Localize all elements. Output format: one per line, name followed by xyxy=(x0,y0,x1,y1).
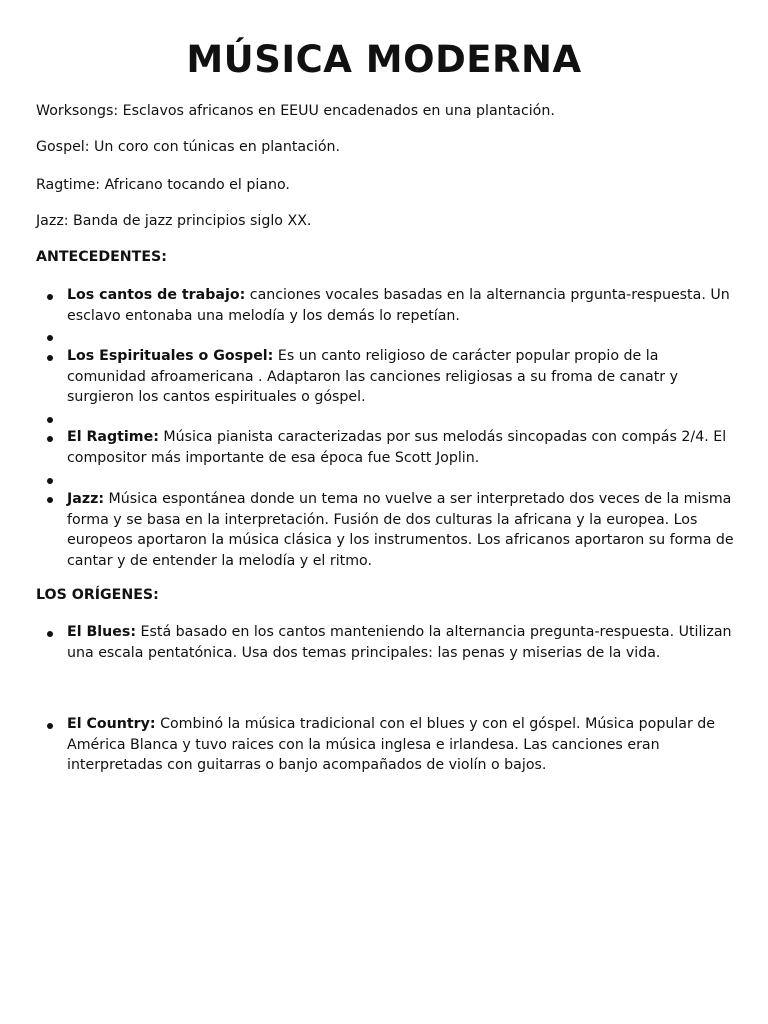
intro-line-gospel: Gospel: Un coro con túnicas en plantación. xyxy=(36,139,341,155)
list-item-term: Los cantos de trabajo: xyxy=(67,287,246,303)
bullet-icon xyxy=(47,294,53,300)
list-item-text: canciones vocales basadas en la alternancia prgunta-respuesta. Un esclavo entonaba una melodía y los demás lo repetían. xyxy=(67,287,730,324)
list-item-blues xyxy=(67,622,735,663)
list-item-jazz xyxy=(67,489,735,571)
list-item-text: Es un canto religioso de carácter popular propio de la comunidad afroamericana . Adaptaron las canciones religiosas a su froma de canatr y surgieron los cantos espirituales o góspel. xyxy=(67,348,679,406)
intro-line-jazz: Jazz: Banda de jazz principios siglo XX. xyxy=(36,213,312,229)
list-item-espirituales xyxy=(67,346,735,408)
page-title: MÚSICA MODERNA xyxy=(186,38,582,81)
intro-line-ragtime: Ragtime: Africano tocando el piano. xyxy=(36,177,290,193)
bullet-icon xyxy=(47,478,53,484)
bullet-icon xyxy=(47,436,53,442)
list-item-term: El Blues: xyxy=(67,624,137,640)
list-item-country xyxy=(67,714,735,776)
bullet-icon xyxy=(47,355,53,361)
section-heading-origenes: LOS ORÍGENES: xyxy=(36,587,159,603)
list-item-text: Música pianista caracterizadas por sus melodás sincopadas con compás 2/4. El compositor más importante de esa época fue Scott Joplin. xyxy=(67,429,727,466)
intro-line-worksongs: Worksongs: Esclavos africanos en EEUU encadenados en una plantación. xyxy=(36,103,555,119)
bullet-icon xyxy=(47,723,53,729)
list-item-cantos-trabajo xyxy=(67,285,735,326)
list-item-text: Combinó la música tradicional con el blues y con el góspel. Música popular de América Blanca y tuvo raices con la música inglesa e irlandesa. Las canciones eran interpretadas con guitarras o banjo acompañados de violín o bajos. xyxy=(67,716,716,774)
list-item-term: Jazz: xyxy=(67,491,105,507)
bullet-icon xyxy=(47,417,53,423)
bullet-icon xyxy=(47,335,53,341)
list-item-text: Música espontánea donde un tema no vuelve a ser interpretado dos veces de la misma forma y se basa en la interpretación. Fusión de dos culturas la africana y la europea. Los europeos aportaron la música clásica y los instrumentos. Los africanos aportaron su forma de cantar y de entender la melodía y el ritmo. xyxy=(67,491,734,569)
list-item-text: Está basado en los cantos manteniendo la alternancia pregunta-respuesta. Utilizan una escala pentatónica. Usa dos temas principales: las penas y miserias de la vida. xyxy=(67,624,732,661)
section-heading-antecedentes: ANTECEDENTES: xyxy=(36,249,167,265)
bullet-icon xyxy=(47,497,53,503)
list-item-term: El Country: xyxy=(67,716,156,732)
list-item-term: Los Espirituales o Gospel: xyxy=(67,348,274,364)
list-item-term: El Ragtime: xyxy=(67,429,159,445)
bullet-icon xyxy=(47,631,53,637)
list-item-ragtime xyxy=(67,427,735,468)
